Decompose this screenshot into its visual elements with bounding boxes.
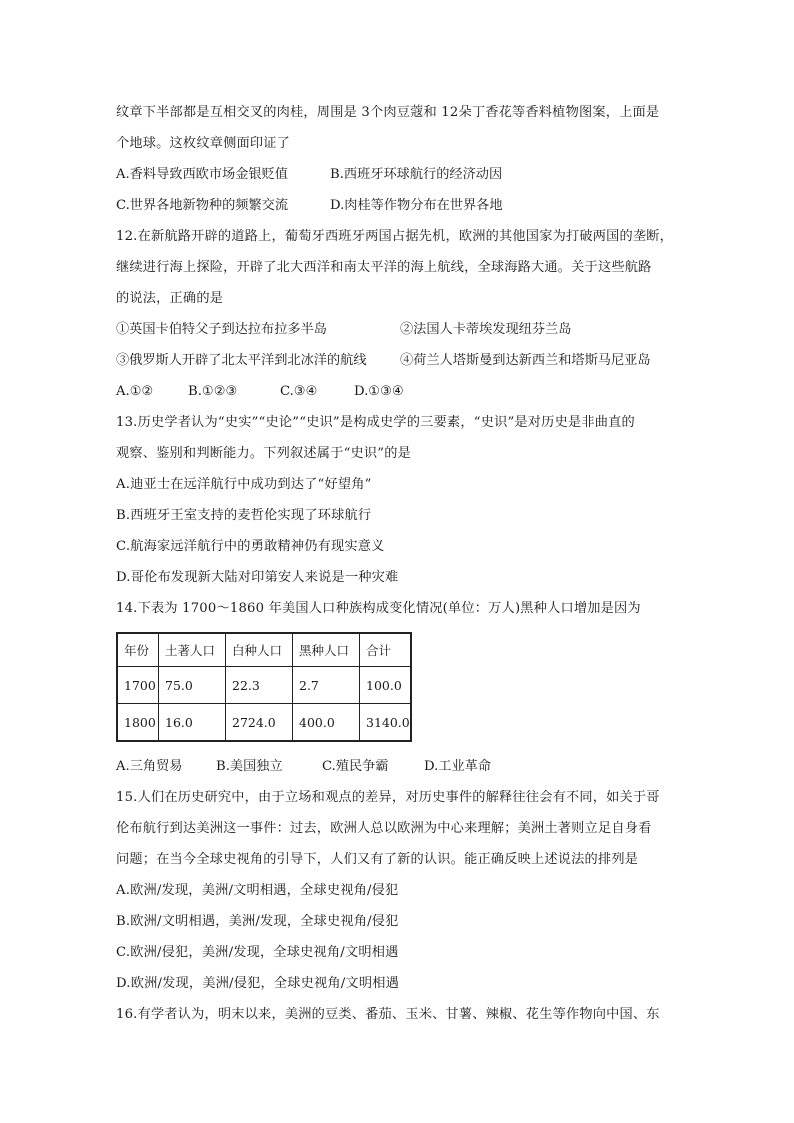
q12-item-4: ④荷兰人塔斯曼到达新西兰和塔斯马尼亚岛 xyxy=(400,353,651,368)
q14-option-b: B.美国独立 xyxy=(216,759,283,774)
table-cell: 75.0 xyxy=(159,667,226,704)
q12-stem-line-2: 继续进行海上探险，开辟了北大西洋和南太平洋的海上航线，全球海路大通。关于这些航路 xyxy=(116,260,652,275)
q15-option-b: B.欧洲/文明相遇，美洲/发现，全球史视角/侵犯 xyxy=(116,914,399,929)
table-row xyxy=(117,667,411,704)
table-cell: 2724.0 xyxy=(226,704,293,742)
q14-option-d: D.工业革命 xyxy=(424,759,492,774)
q11-stem-line-1: 纹章下半部都是互相交叉的肉桂，周围是 3个肉豆蔻和 12朵丁香花等香料植物图案，上面是 xyxy=(116,105,660,120)
q12-option-a: A.①② xyxy=(116,384,154,399)
q12-options xyxy=(116,382,404,402)
q15-option-a: A.欧洲/发现，美洲/文明相遇，全球史视角/侵犯 xyxy=(116,883,399,898)
table-header-cell: 合计 xyxy=(360,633,412,667)
q12-item-2: ②法国人卡蒂埃发现纽芬兰岛 xyxy=(400,322,572,337)
table-header-cell: 黑种人口 xyxy=(293,633,360,667)
table-cell: 22.3 xyxy=(226,667,293,704)
q13-option-c: C.航海家远洋航行中的勇敢精神仍有现实意义 xyxy=(116,539,385,554)
q11-option-d: D.肉桂等作物分布在世界各地 xyxy=(330,198,503,213)
table-cell: 1800 xyxy=(117,704,159,742)
q14-option-a: A.三角贸易 xyxy=(116,759,183,774)
table-cell: 1700 xyxy=(117,667,159,704)
q12-option-c: C.③④ xyxy=(280,384,318,399)
q14-stem: 14.下表为 1700～1860 年美国人口种族构成变化情况(单位：万人)黑种人口增加是因为 xyxy=(116,601,641,616)
table-cell: 400.0 xyxy=(293,704,360,742)
q11-option-b: B.西班牙环球航行的经济动因 xyxy=(330,167,503,182)
q11-option-c: C.世界各地新物种的频繁交流 xyxy=(116,198,289,213)
q12-item-1: ①英国卡伯特父子到达拉布拉多半岛 xyxy=(116,322,327,337)
q16-stem-line-1: 16.有学者认为，明末以来，美洲的豆类、番茄、玉米、甘薯、辣椒、花生等作物向中国、东 xyxy=(116,1007,660,1022)
q15-stem-line-2: 伦布航行到达美洲这一事件：过去，欧洲人总以欧洲为中心来理解；美洲土著则立足自身看 xyxy=(116,821,652,836)
q12-option-b: B.①②③ xyxy=(188,384,238,399)
table-cell: 100.0 xyxy=(360,667,412,704)
q13-option-b: B.西班牙王室支持的麦哲伦实现了环球航行 xyxy=(116,508,372,523)
q15-option-d: D.欧洲/发现，美洲/侵犯，全球史视角/文明相遇 xyxy=(116,976,399,991)
table-header-row xyxy=(117,633,411,667)
table-header-cell: 年份 xyxy=(117,633,159,667)
q14-options xyxy=(116,757,491,777)
q12-stem-line-3: 的说法，正确的是 xyxy=(116,291,224,306)
table-cell: 3140.0 xyxy=(360,704,412,742)
table-header-cell: 土著人口 xyxy=(159,633,226,667)
q13-option-d: D.哥伦布发现新大陆对印第安人来说是一种灾难 xyxy=(116,570,399,585)
q15-stem-line-3: 问题；在当今全球史视角的引导下，人们又有了新的认识。能正确反映上述说法的排列是 xyxy=(116,852,639,867)
q11-stem-line-2: 个地球。这枚纹章侧面印证了 xyxy=(116,136,291,151)
table-cell: 2.7 xyxy=(293,667,360,704)
table-row xyxy=(117,704,411,742)
q15-option-c: C.欧洲/侵犯，美洲/发现，全球史视角/文明相遇 xyxy=(116,945,399,960)
q11-options-row-1 xyxy=(116,165,502,185)
q13-stem-line-2: 观察、鉴别和判断能力。下列叙述属于“史识”的是 xyxy=(116,446,412,461)
q12-items-row-1 xyxy=(116,320,571,340)
q12-items-row-2 xyxy=(116,351,651,371)
table-cell: 16.0 xyxy=(159,704,226,742)
q12-option-d: D.①③④ xyxy=(354,384,404,399)
q11-options-row-2 xyxy=(116,196,503,216)
table-header-cell: 白种人口 xyxy=(226,633,293,667)
q12-item-3: ③俄罗斯人开辟了北太平洋到北冰洋的航线 xyxy=(116,353,367,368)
q13-option-a: A.迪亚士在远洋航行中成功到达了“好望角” xyxy=(116,477,372,492)
q13-stem-line-1: 13.历史学者认为“史实”“史论”“史识”是构成史学的三要素，“史识”是对历史是非曲直的 xyxy=(116,415,635,430)
q11-option-a: A.香料导致西欧市场金银贬值 xyxy=(116,167,288,182)
q12-stem-line-1: 12.在新航路开辟的道路上，葡萄牙西班牙两国占据先机，欧洲的其他国家为打破两国的垄断， xyxy=(116,229,674,244)
q15-stem-line-1: 15.人们在历史研究中，由于立场和观点的差异，对历史事件的解释往往会有不同，如关于哥 xyxy=(116,790,660,805)
q14-option-c: C.殖民争霸 xyxy=(322,759,389,774)
population-table xyxy=(116,632,412,742)
